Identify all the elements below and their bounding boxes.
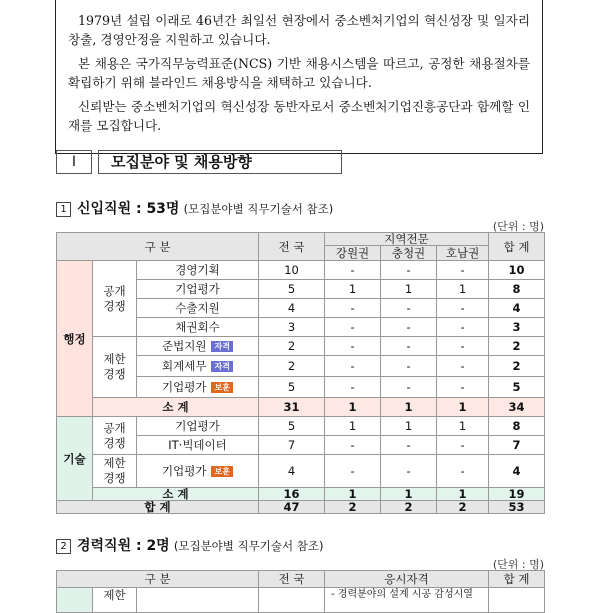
cell-honam: - xyxy=(437,337,489,356)
header-gangwon: 강원권 xyxy=(325,246,381,261)
cell-total: 8 xyxy=(489,280,545,299)
subsection-1-title: 신입직원 : 53명 xyxy=(77,201,180,217)
cell-nation: 16 xyxy=(259,488,325,501)
cell-nation: 2 xyxy=(259,356,325,377)
cell-gangwon: - xyxy=(325,299,381,318)
field-name xyxy=(137,337,259,356)
subsection-1-number: 1 xyxy=(56,202,71,217)
cell-nation: 4 xyxy=(259,299,325,318)
cell-nation: 5 xyxy=(259,377,325,398)
header-gubun: 구 분 xyxy=(57,233,259,261)
cell-gangwon: 1 xyxy=(325,417,381,436)
group-open: 공개 경쟁 xyxy=(93,261,137,337)
cert-tag: 자격 xyxy=(211,341,232,352)
cell-gangwon: 1 xyxy=(325,488,381,501)
veteran-tag: 보훈 xyxy=(211,382,232,393)
cell-chungcheong: 1 xyxy=(381,417,437,436)
field-name: 경영기획 xyxy=(137,261,259,280)
cert-tag: 자격 xyxy=(211,361,232,372)
admin-subtotal-row xyxy=(57,398,545,417)
field-name: 수출지원 xyxy=(137,299,259,318)
cell-gangwon: - xyxy=(325,455,381,488)
field-name xyxy=(137,356,259,377)
category-admin: 행정 xyxy=(57,261,93,417)
cell-honam: - xyxy=(437,455,489,488)
cell-total: 53 xyxy=(489,501,545,514)
cell-gangwon: - xyxy=(325,436,381,455)
cell-chungcheong: - xyxy=(381,337,437,356)
intro-paragraph-3: 신뢰받는 중소벤처기업의 혁신성장 동반자로서 중소벤처기업진흥공단과 함께할 인재를 모집합니다. xyxy=(68,99,530,133)
cell-total: 2 xyxy=(489,337,545,356)
cell-chungcheong: 1 xyxy=(381,488,437,501)
cell-gangwon: - xyxy=(325,261,381,280)
field-label: 회계세무 xyxy=(162,359,207,373)
subsection-2-number: 2 xyxy=(56,539,71,554)
field-label: 기업평가 xyxy=(162,464,207,478)
intro-paragraph-2: 본 채용은 국가직무능력표준(NCS) 기반 채용시스템을 따르고, 공정한 채용절차를 확립하기 위해 블라인드 채용방식을 채택하고 있습니다. xyxy=(68,56,530,90)
cell-nation: 3 xyxy=(259,318,325,337)
grand-total-row xyxy=(57,501,545,514)
category-tech: 기술 xyxy=(57,417,93,501)
cell-honam: - xyxy=(437,318,489,337)
total-label: 합 계 xyxy=(57,501,259,514)
cell-chungcheong: - xyxy=(381,356,437,377)
tech-subtotal-row xyxy=(57,488,545,501)
cell-gangwon: 2 xyxy=(325,501,381,514)
category-cell xyxy=(57,588,93,613)
table1-header-row xyxy=(57,233,545,246)
subtotal-label: 소 계 xyxy=(93,398,259,417)
cell-nation: 31 xyxy=(259,398,325,417)
cell-honam: - xyxy=(437,261,489,280)
veteran-tag: 보훈 xyxy=(211,466,232,477)
header-gubun: 구 분 xyxy=(57,571,259,588)
table2-header-row xyxy=(57,571,545,588)
subsection-2-title: 경력직원 : 2명 xyxy=(77,538,170,554)
cell-honam: - xyxy=(437,436,489,455)
cell-total xyxy=(489,588,545,613)
group-open: 공개 경쟁 xyxy=(93,417,137,455)
group-limited: 제한 xyxy=(93,588,137,613)
field-name: 기업평가 xyxy=(137,417,259,436)
cell-total: 10 xyxy=(489,261,545,280)
cell-total: 2 xyxy=(489,356,545,377)
field-name xyxy=(137,455,259,488)
field-label: 준법지원 xyxy=(162,339,207,353)
subsection-1-heading xyxy=(56,198,333,218)
cell-chungcheong: - xyxy=(381,261,437,280)
cell-gangwon: - xyxy=(325,337,381,356)
qualification-text: - 경력분야의 설계 시공 감성시열 xyxy=(325,588,489,613)
group-limited: 제한 경쟁 xyxy=(93,455,137,488)
section-number: Ⅰ xyxy=(56,150,92,174)
cell-honam: - xyxy=(437,299,489,318)
cell-nation: 10 xyxy=(259,261,325,280)
field-name xyxy=(137,377,259,398)
cell-chungcheong: - xyxy=(381,299,437,318)
cell-chungcheong: - xyxy=(381,377,437,398)
cell-gangwon: 1 xyxy=(325,398,381,417)
header-chungcheong: 충청권 xyxy=(381,246,437,261)
field-name xyxy=(137,588,259,613)
cell-nation: 7 xyxy=(259,436,325,455)
table-row xyxy=(57,417,545,436)
field-name: 기업평가 xyxy=(137,280,259,299)
table-row xyxy=(57,455,545,488)
cell-chungcheong: 1 xyxy=(381,280,437,299)
subsection-2-heading xyxy=(56,535,323,555)
cell-nation: 2 xyxy=(259,337,325,356)
career-table xyxy=(56,570,545,613)
cell-total: 5 xyxy=(489,377,545,398)
table-row xyxy=(57,261,545,280)
header-qualification: 응시자격 xyxy=(325,571,489,588)
cell-nation: 4 xyxy=(259,455,325,488)
cell-nation: 47 xyxy=(259,501,325,514)
header-nation: 전 국 xyxy=(259,233,325,261)
cell-honam: 1 xyxy=(437,398,489,417)
cell-chungcheong: - xyxy=(381,318,437,337)
cell-total: 34 xyxy=(489,398,545,417)
cell-honam: 1 xyxy=(437,280,489,299)
cell-honam: 1 xyxy=(437,488,489,501)
subsection-1-note: (모집분야별 직무기술서 참조) xyxy=(183,202,334,216)
header-honam: 호남권 xyxy=(437,246,489,261)
table-row xyxy=(57,588,545,613)
cell-chungcheong: 2 xyxy=(381,501,437,514)
section-title: 모집분야 및 채용방향 xyxy=(98,150,342,174)
header-total: 합 계 xyxy=(489,571,545,588)
cell-gangwon: - xyxy=(325,318,381,337)
subsection-2-note: (모집분야별 직무기술서 참조) xyxy=(173,539,324,553)
cell-gangwon: - xyxy=(325,356,381,377)
field-name: 채권회수 xyxy=(137,318,259,337)
cell-honam: - xyxy=(437,356,489,377)
cell-nation: 5 xyxy=(259,280,325,299)
new-hire-table xyxy=(56,232,545,514)
header-nation: 전 국 xyxy=(259,571,325,588)
cell-honam: 1 xyxy=(437,417,489,436)
cell-total: 3 xyxy=(489,318,545,337)
table2-unit: (단위 : 명) xyxy=(492,558,544,571)
cell-total: 19 xyxy=(489,488,545,501)
field-label: 기업평가 xyxy=(162,380,207,394)
subtotal-label: 소 계 xyxy=(93,488,259,501)
header-region: 지역전문 xyxy=(325,233,489,246)
table-row xyxy=(57,337,545,356)
intro-paragraph-1: 1979년 설립 이래로 46년간 최일선 현장에서 중소벤처기업의 혁신성장 및 일자리 창출, 경영안정을 지원하고 있습니다. xyxy=(68,13,530,47)
group-limited: 제한 경쟁 xyxy=(93,337,137,398)
cell-nation: 5 xyxy=(259,417,325,436)
cell-gangwon: - xyxy=(325,377,381,398)
cell-chungcheong: - xyxy=(381,455,437,488)
cell-chungcheong: 1 xyxy=(381,398,437,417)
cell-gangwon: 1 xyxy=(325,280,381,299)
cell-chungcheong: - xyxy=(381,436,437,455)
intro-box xyxy=(55,0,543,154)
table1-unit: (단위 : 명) xyxy=(492,220,544,233)
header-total: 합 계 xyxy=(489,233,545,261)
cell-total: 4 xyxy=(489,455,545,488)
cell-honam: 2 xyxy=(437,501,489,514)
cell-nation xyxy=(259,588,325,613)
cell-total: 4 xyxy=(489,299,545,318)
field-name: IT·빅데이터 xyxy=(137,436,259,455)
cell-honam: - xyxy=(437,377,489,398)
cell-total: 8 xyxy=(489,417,545,436)
cell-total: 7 xyxy=(489,436,545,455)
